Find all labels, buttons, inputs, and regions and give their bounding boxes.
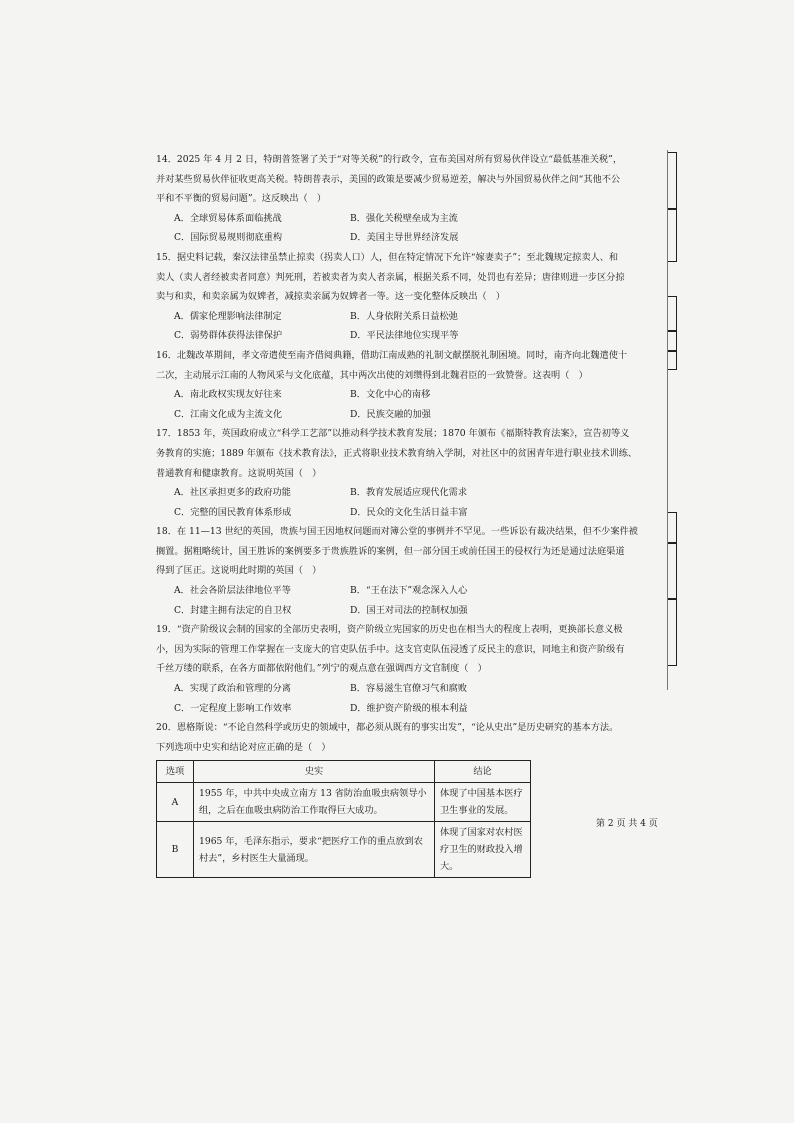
option-b: B．文化中心的南移 (350, 389, 431, 401)
question-text-line: 下列选项中史实和结论对应正确的是（ ） (156, 741, 331, 753)
answer-table (156, 760, 531, 878)
option-b: B．“王在法下”观念深入人心 (350, 585, 468, 597)
option-d: D．民族交融的加强 (350, 408, 431, 420)
margin-bracket (668, 152, 677, 210)
option-d: D．维护资产阶级的根本利益 (350, 702, 468, 714)
options (156, 385, 666, 424)
option-b: B．强化关税壁垒成为主流 (350, 212, 458, 224)
question-text-line: 普通教育和健康教育。这说明英国（ ） (156, 467, 322, 479)
margin-bracket (668, 542, 677, 600)
margin-bracket (668, 598, 677, 666)
question-15 (156, 248, 666, 346)
margin-bracket (668, 208, 677, 262)
margin-bracket (668, 330, 677, 352)
question-text-line: 平和不平衡的贸易问题”。这反映出（ ） (156, 193, 327, 205)
option-c: C．一定程度上影响工作效率 (174, 702, 292, 714)
option-c: C．完整的国民教育体系形成 (174, 506, 292, 518)
margin-bracket (668, 350, 677, 370)
option-c: C．弱势群体获得法律保护 (174, 330, 283, 342)
option-a: A．全球贸易体系面临挑战 (174, 212, 282, 224)
row-conclusion: 体现了中国基本医疗卫生事业的发展。 (435, 783, 531, 822)
option-a: A．实现了政治和管理的分离 (174, 683, 291, 695)
options (156, 679, 666, 718)
table-row (157, 822, 531, 878)
option-b: B．容易滋生官僚习气和腐败 (350, 683, 468, 695)
option-d: D．平民法律地位实现平等 (350, 330, 459, 342)
question-text-line: 并对某些贸易伙伴征收更高关税。特朗普表示，美国的政策是要减少贸易逆差，解决与外国贸易伙伴之间“其他不公 (156, 173, 621, 185)
question-text-line: 16．北魏改革期间，孝文帝遣使至南齐借阅典籍，借助江南成熟的礼制文献摆脱礼制困境。同时，南齐向北魏遣使十 (156, 349, 628, 361)
question-17 (156, 424, 666, 522)
option-a: A．儒家伦理影响法律制定 (174, 310, 282, 322)
option-d: D．美国主导世界经济发展 (350, 232, 459, 244)
question-text-line: 二次，主动展示江南的人物风采与文化底蕴，其中两次出使的刘缵得到北魏君臣的一致赞誉。这表明（ ） (156, 369, 588, 381)
question-text-line: 千丝万缕的联系，在各方面都依附他们。”列宁的观点意在强调西方文官制度（ ） (156, 663, 487, 675)
question-20 (156, 718, 666, 757)
question-text-line: 18．在 11—13 世纪的英国，贵族与国王因地权问题而对簿公堂的事例并不罕见。一些诉讼有裁决结果，但不少案件被 (156, 526, 638, 538)
row-option: A (157, 783, 194, 822)
question-text-line: 小，因为实际的管理工作掌握在一支庞大的官吏队伍手中。这支官吏队伍浸透了反民主的意识，同地主和资产阶级有 (156, 643, 625, 655)
option-c: C．江南文化成为主流文化 (174, 408, 283, 420)
margin-bracket (668, 512, 677, 544)
option-d: D．民众的文化生活日益丰富 (350, 506, 468, 518)
column-header-fact: 史实 (194, 761, 435, 783)
question-text-line: 务教育的实施；1889 年颁布《技术教育法》，正式将职业技术教育纳入学制，对社区中的贫困青年进行职业技术训练、 (156, 447, 638, 459)
option-d: D．国王对司法的控制权加强 (350, 604, 468, 616)
option-a: A．南北政权实现友好往来 (174, 389, 282, 401)
option-c: C．封建主拥有法定的自卫权 (174, 604, 292, 616)
question-19 (156, 620, 666, 718)
options (156, 209, 666, 248)
row-fact: 1955 年，中共中央成立南方 13 省防治血吸虫病领导小组，之后在血吸虫病防治工作取得巨大成功。 (194, 783, 435, 822)
question-text-line: 14．2025 年 4 月 2 日，特朗普签署了关于“对等关税”的行政令，宣布美国对所有贸易伙伴设立“最低基准关税”， (156, 154, 623, 165)
option-b: B．人身依附关系日益松弛 (350, 310, 458, 322)
options (156, 483, 666, 522)
column-header-option: 选项 (157, 761, 194, 783)
question-text-line: 卖与和卖，和卖亲属为奴婢者，减掠卖亲属为奴婢者一等。这一变化整体反映出（ ） (156, 291, 506, 303)
question-text-line: 搁置。据粗略统计，国王胜诉的案例要多于贵族胜诉的案例，但一部分国王或前任国王的侵权行为还是通过法庭渠道 (156, 545, 625, 557)
question-text-line: 15．据史料记载，秦汉法律虽禁止掠卖（拐卖人口）人，但在特定情况下允许“嫁妻卖子”；至北魏规定掠卖人、和 (156, 251, 619, 263)
question-18 (156, 522, 666, 620)
question-text-line: 19．“资产阶级议会制的国家的全部历史表明，资产阶级立宪国家的历史也在相当大的程度上表明，更换部长意义极 (156, 624, 623, 636)
option-b: B．教育发展适应现代化需求 (350, 487, 468, 499)
page-number: 第 2 页 共 4 页 (596, 819, 658, 829)
margin-bracket (668, 296, 677, 332)
options (156, 581, 666, 620)
question-text-line: 得到了匡正。这说明此时期的英国（ ） (156, 565, 322, 577)
option-a: A．社区承担更多的政府功能 (174, 487, 291, 499)
option-c: C．国际贸易规则彻底重构 (174, 232, 283, 244)
option-a: A．社会各阶层法律地位平等 (174, 585, 291, 597)
question-16 (156, 346, 666, 424)
question-text-line: 17．1853 年，英国政府成立“科学工艺部”以推动科学技术教育发展；1870 年颁布《福斯特教育法案》，宣告初等义 (156, 428, 630, 440)
question-list (156, 150, 666, 878)
table-row (157, 783, 531, 822)
question-14 (156, 150, 666, 248)
question-text-line: 20．恩格斯说：“不论自然科学或历史的领域中，都必须从既有的事实出发”，“论从史出”是历史研究的基本方法。 (156, 722, 619, 734)
column-header-conclusion: 结论 (435, 761, 531, 783)
row-fact: 1965 年，毛泽东指示，要求“把医疗工作的重点放到农村去”，乡村医生大量涌现。 (194, 822, 435, 878)
row-option: B (157, 822, 194, 878)
question-text-line: 卖人（卖人者经被卖者同意）判死刑，若被卖者为卖人者亲属，根据关系不同，处罚也有差异；唐律则进一步区分掠 (156, 271, 625, 283)
table-header-row (157, 761, 531, 783)
options (156, 307, 666, 346)
row-conclusion: 体现了国家对农村医疗卫生的财政投入增大。 (435, 822, 531, 878)
